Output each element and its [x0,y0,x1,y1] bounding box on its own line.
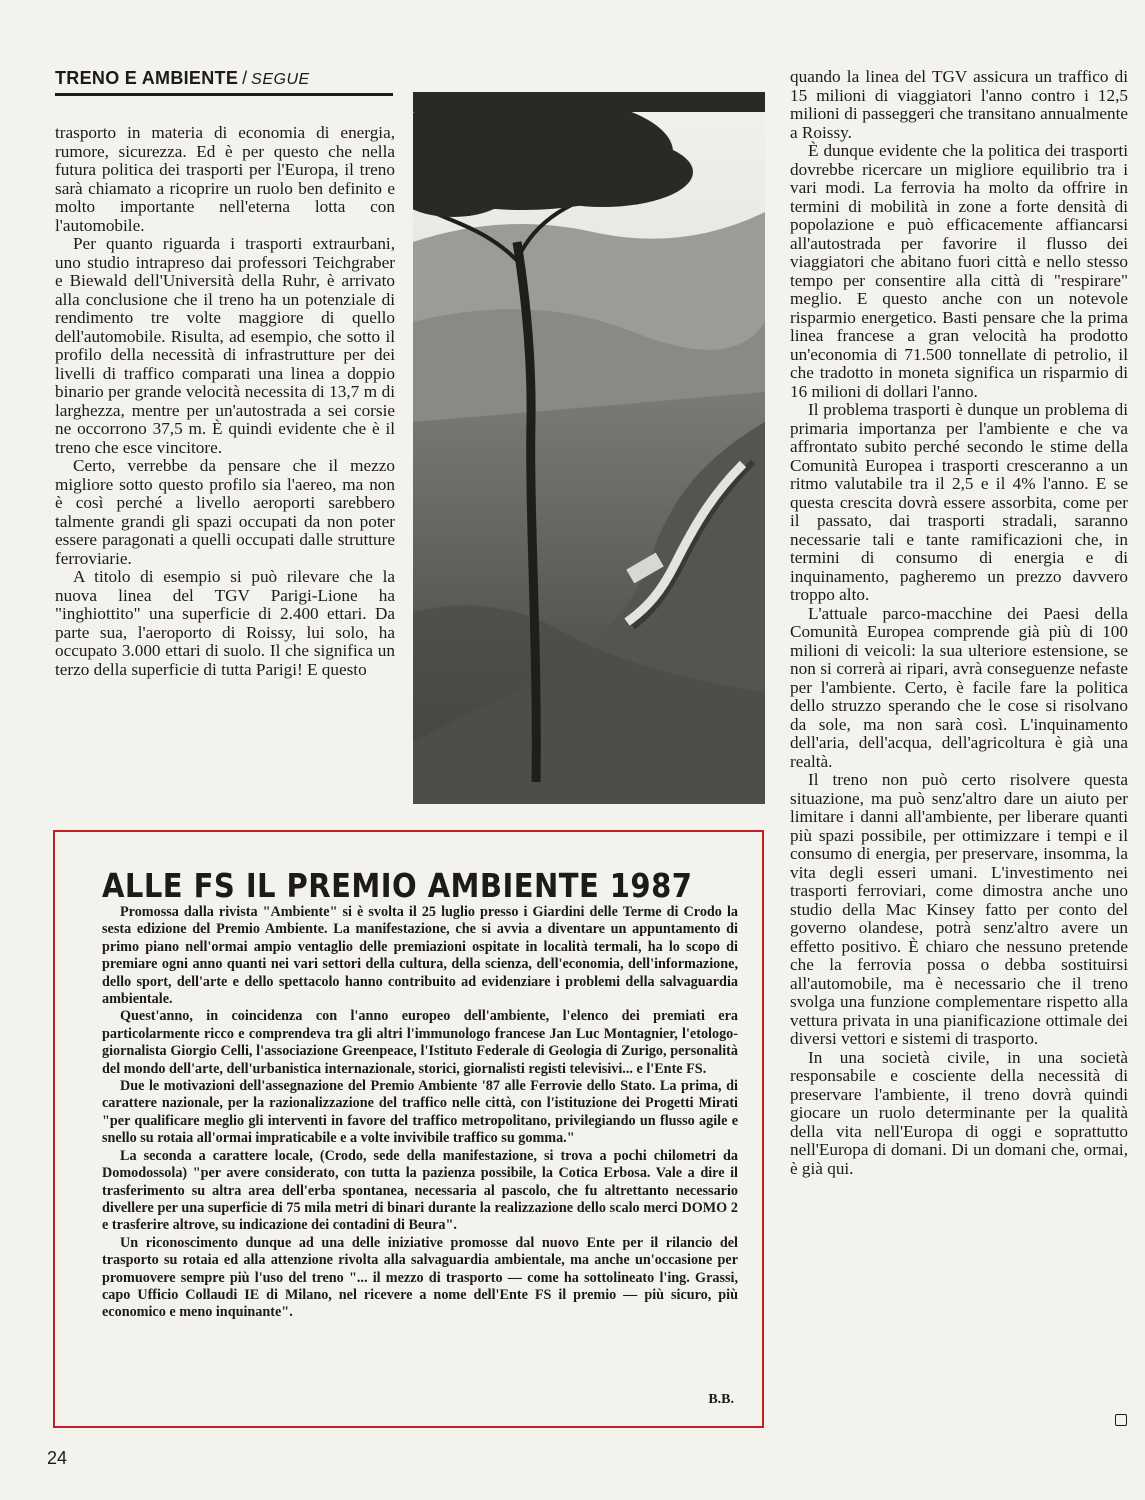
article-left-column [55,124,395,679]
award-body [102,904,738,1322]
section-title: TRENO E AMBIENTE [55,68,239,88]
paragraph: Il problema trasporti è dunque un problema di primaria importanza per l'ambiente e che va affrontato subito perché secondo le stime della Comunità Europea i trasporti cresceranno a un ritmo valutabile tra il 2,5 e il 4% l'anno. E se questa crescita dovrà essere assorbita, come per il passato, dai trasporti stradali, saranno necessarie tali e tante ramificazioni che, in termini di consumo di energia e di inquinamento, pagheremo un prezzo davvero troppo alto. [790,400,1128,604]
paragraph: Due le motivazioni dell'assegnazione del Premio Ambiente '87 alle Ferrovie dello Stato. La prima, di carattere nazionale, per la razionalizzazione del traffico nelle città, con l'istituzione dei Progetti Mirati "per qualificare meglio gli interventi in favore del traffico metropolitano, privilegiando un flusso agile e snello su rotaia all'ormai impraticabile e a volte invivibile traffico su gomma." [102,1078,738,1147]
paragraph: A titolo di esempio si può rilevare che la nuova linea del TGV Parigi-Lione ha "inghiottito" una superficie di 2.400 ettari. Da parte sua, l'aeroporto di Roissy, lui solo, ha occupato 3.000 ettari di suolo. Il che significa un terzo della superficie di tutta Parigi! E questo [55,567,395,679]
paragraph: quando la linea del TGV assicura un traffico di 15 milioni di viaggiatori l'anno contro i 12,5 milioni di passeggeri che transitano annualmente a Roissy. [790,67,1128,142]
section-subtitle: SEGUE [251,71,310,88]
paragraph: Un riconoscimento dunque ad una delle iniziative promosse dal nuovo Ente per il rilancio del trasporto su rotaia ed alla attenzione rivolta alla salvaguardia ambientale, ma anche un'occasione per promuovere sempre più l'uso del treno "... il mezzo di trasporto — come ha sottolineato l'ing. Grassi, capo Ufficio Collaudi IE di Milano, nel ricevere a nome dell'Ente FS il premio — più sicuro, più economico e meno inquinante". [102,1234,738,1321]
paragraph: Per quanto riguarda i trasporti extraurbani, uno studio intrapreso dai professori Teichgraber e Biewald dell'Università della Ruhr, è arrivato alla conclusione che il treno ha un potenziale di rendimento tre volte maggiore di quello dell'automobile. Risulta, ad esempio, che sotto il profilo della necessità di infrastrutture per dei livelli di traffico comparati una linea a doppio binario per grande velocità necessita di 13,7 m di larghezza, mentre per un'autostrada a sei corsie ne occorrono 37,5 m. È quindi evidente che è il treno che esce vincitore. [55,234,395,457]
paragraph: trasporto in materia di economia di energia, rumore, sicurezza. Ed è per questo che nella futura politica dei trasporti per l'Europa, il treno sarà chiamato a ricoprire un ruolo ben definito e molto importante nell'eterna lotta con l'automobile. [55,123,395,235]
paragraph: Quest'anno, in coincidenza con l'anno europeo dell'ambiente, l'elenco dei premiati era particolarmente ricco e comprendeva tra gli altri l'immunologo francese Jan Luc Montagnier, l'etologo-giornalista Giorgio Celli, l'associazione Greenpeace, l'Istituto Federale di Geologia di Zurigo, personalità del mondo dell'arte, dell'urbanistica internazionale, storici, giornalisti registi televisivi... e l'Ente FS. [102,1008,738,1077]
photo-pine-tree-railway-icon [413,92,765,804]
paragraph: In una società civile, in una società responsabile e cosciente della necessità di preservare l'ambiente, il treno dovrà quindi giocare un ruolo determinante per la qualità della vita nell'Europa di oggi e soprattutto nell'Europa di domani. Di un domani che, ormai, è già qui. [790,1047,1128,1178]
header-separator: / [242,68,248,88]
paragraph: Il treno non può certo risolvere questa situazione, ma può senz'altro dare un aiuto per limitare i danni all'ambiente, per liberare quanti più spazi possibile, per ottimizzare i tempi e il consumo di energia, per preservare, insomma, la vita degli esseri umani. L'investimento nei trasporti ferroviari, come dimostra anche uno studio della Mac Kinsey fatto per conto del governo olandese, potrà senz'altro avere un effetto positivo. È chiaro che nessuno pretende che la ferrovia possa o debba sostituirsi all'automobile, ma è necessario che il treno svolga una funzione complementare rispetto alla vettura privata in una pianificazione ottimale dei diversi vettori e sistemi di trasporto. [790,770,1128,1048]
award-title: ALLE FS IL PREMIO AMBIENTE 1987 [102,866,693,905]
paragraph: È dunque evidente che la politica dei trasporti dovrebbe ricercare un migliore equilibrio tra i vari modi. La ferrovia ha molto da offrire in termini di mobilità in zone a forte densità di popolazione e può efficacemente affiancarsi all'autostrada per favorire il flusso dei viaggiatori che abitano fuori città e nello stesso tempo per consentire alla città di "respirare" meglio. E questo anche con un notevole risparmio energetico. Basti pensare che la prima linea francese a gran velocità ha prodotto un'economia di 71.500 tonnellate di petrolio, il che tradotto in moneta significa un risparmio di 16 milioni di dollari l'anno. [790,141,1128,401]
end-of-article-square-icon [1115,1414,1127,1426]
paragraph: Promossa dalla rivista "Ambiente" si è svolta il 25 luglio presso i Giardini delle Terme di Crodo la sesta edizione del Premio Ambiente. La manifestazione, che si avvia a diventare un appuntamento di primo piano nell'ormai ampio ventaglio delle premiazioni ospitate in località termali, ha lo scopo di premiare ogni anno quanti nei vari settori della cultura, della scienza, dell'economia, dell'informazione, dello sport, dell'arte e dello spettacolo hanno contribuito ad evidenziare i problemi della salvaguardia ambientale. [102,904,738,1008]
paragraph: Certo, verrebbe da pensare che il mezzo migliore sotto questo profilo sia l'aereo, ma non è così perché a livello aeroporti sarebbero talmente grandi gli spazi occupati da non poter essere paragonati a quelli occupati dalle strutture ferroviarie. [55,456,395,568]
author-signature: B.B. [708,1392,734,1407]
paragraph: L'attuale parco-macchine dei Paesi della Comunità Europea comprende già più di 100 milioni di veicoli: la sua ulteriore estensione, se non si correrà ai ripari, avrà conseguenze nefaste per l'ambiente. Certo, è facile fare la politica dello struzzo sperando che le cose si risolvano da sole, ma non sarà così. L'inquinamento dell'aria, dell'acqua, dell'agricoltura è già una realtà. [790,603,1128,771]
award-sidebar-box [53,830,764,1428]
article-right-column [790,68,1128,1178]
paragraph: La seconda a carattere locale, (Crodo, sede della manifestazione, si trova a pochi chilometri da Domodossola) "per avere considerato, con tutta la pazienza possibile, la Cotica Erbosa. Vale a dire il trasferimento su altra area dell'erba spontanea, necessaria al pascolo, che fu altrettanto necessario divellere per una superficie di 75 mila metri di binari durante la realizzazione dello scalo merci DOMO 2 e trasferire altrove, su indicazione dei contadini di Beura". [102,1147,738,1234]
page-number: 24 [47,1448,68,1468]
section-header [55,68,393,96]
